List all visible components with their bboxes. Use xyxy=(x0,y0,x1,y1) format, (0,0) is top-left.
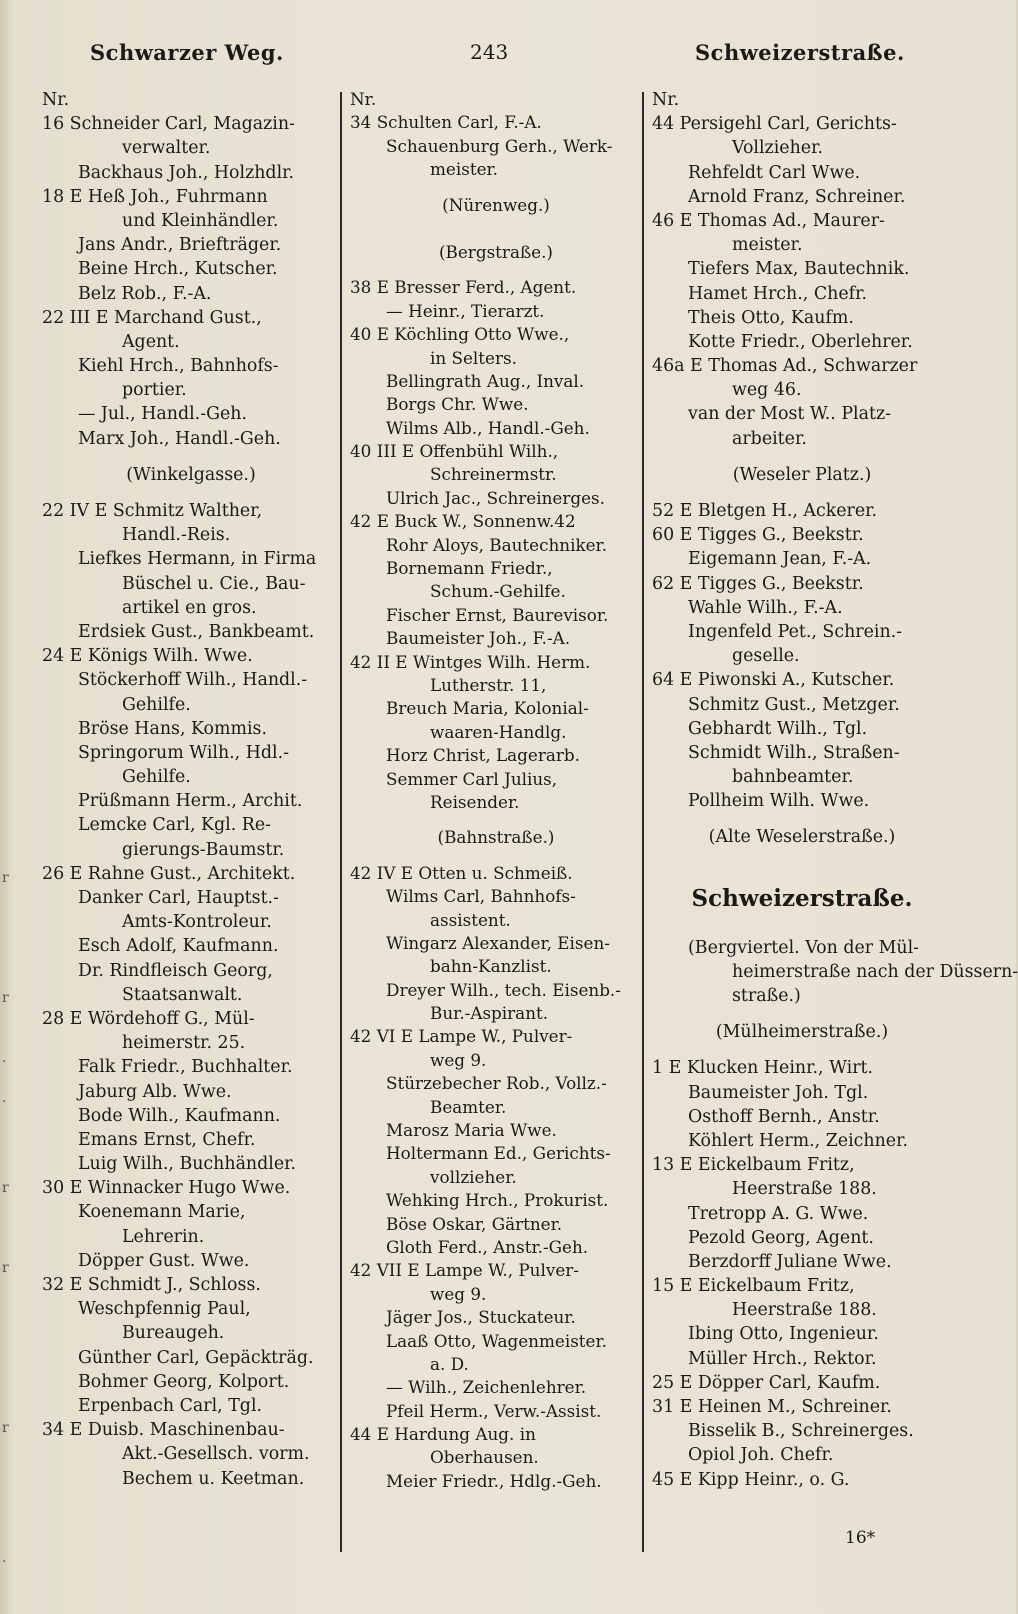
section-spacer xyxy=(350,264,642,276)
directory-entry-line: Pezold Georg, Agent. xyxy=(688,1227,874,1248)
running-head-left: Schwarzer Weg. xyxy=(90,40,284,65)
directory-entry-line: 22 III E Marchand Gust., xyxy=(42,307,262,328)
directory-entry-line: Lemcke Carl, Kgl. Re- xyxy=(78,815,272,836)
directory-entry-line: Amts-Kontroleur. xyxy=(122,912,272,933)
directory-entry-line: Beine Hrch., Kutscher. xyxy=(78,259,278,280)
directory-entry-line: — Wilh., Zeichenlehrer. xyxy=(386,1377,587,1398)
directory-entry-line: Backhaus Joh., Holzhdlr. xyxy=(78,162,295,183)
directory-entry-line: waaren-Handlg. xyxy=(430,721,567,742)
signature-mark: 16* xyxy=(845,1528,876,1548)
directory-entry-line: 46a E Thomas Ad., Schwarzer xyxy=(652,356,918,377)
directory-entry-line: bahnbeamter. xyxy=(732,767,854,788)
directory-entry-line: 13 E Eickelbaum Fritz, xyxy=(652,1155,855,1176)
directory-entry-line: verwalter. xyxy=(122,138,211,159)
section-heading: (Weseler Platz.) xyxy=(732,464,872,485)
directory-entry-line: Pfeil Herm., Verw.-Assist. xyxy=(386,1400,602,1421)
directory-entry-line: Hamet Hrch., Chefr. xyxy=(688,283,868,304)
directory-entry-line: Wilms Alb., Handl.-Geh. xyxy=(386,417,590,438)
directory-entry-line: Breuch Maria, Kolonial- xyxy=(386,698,589,719)
directory-entry-line: artikel en gros. xyxy=(122,597,257,618)
directory-entry-line: Bohmer Georg, Kolport. xyxy=(78,1371,290,1392)
directory-entry-line: Dr. Rindfleisch Georg, xyxy=(78,960,273,981)
directory-entry-line: Jans Andr., Briefträger. xyxy=(78,235,282,256)
directory-entry-line: Büschel u. Cie., Bau- xyxy=(122,573,306,594)
directory-entry-line: 45 E Kipp Heinr., o. G. xyxy=(652,1469,850,1490)
directory-entry-line: Horz Christ, Lagerarb. xyxy=(386,745,580,766)
directory-entry-line: Schmidt Wilh., Straßen- xyxy=(688,742,900,763)
section-spacer xyxy=(652,1008,952,1020)
directory-entry-line: Theis Otto, Kaufm. xyxy=(688,307,854,328)
directory-entry-line: Weschpfennig Paul, xyxy=(78,1299,251,1320)
directory-entry-line: Reisender. xyxy=(430,791,520,812)
section-spacer xyxy=(350,182,642,194)
directory-entry-line: Marx Joh., Handl.-Geh. xyxy=(78,428,281,449)
directory-entry-line: Danker Carl, Hauptst.- xyxy=(78,888,279,908)
directory-entry-line: Stürzebecher Rob., Vollz.- xyxy=(386,1073,607,1094)
directory-entry-line: Wahle Wilh., F.-A. xyxy=(688,597,843,618)
section-spacer xyxy=(652,924,952,936)
directory-entry-line: 38 E Bresser Ferd., Agent. xyxy=(350,277,577,298)
directory-entry-line: Prüßmann Herm., Archit. xyxy=(78,791,303,812)
directory-entry-line: Bechem u. Keetman. xyxy=(122,1468,305,1489)
directory-entry-line: Nr. xyxy=(652,90,680,110)
section-spacer xyxy=(350,814,642,826)
directory-entry-line: Jaburg Alb. Wwe. xyxy=(78,1081,232,1102)
directory-entry-line: Luig Wilh., Buchhändler. xyxy=(78,1154,297,1175)
directory-entry-line: 30 E Winnacker Hugo Wwe. xyxy=(42,1178,291,1199)
directory-entry-line: (Bergviertel. Von der Mül- xyxy=(688,937,920,958)
column-divider xyxy=(642,92,644,1552)
directory-entry-line: geselle. xyxy=(732,646,800,667)
directory-entry-line: Falk Friedr., Buchhalter. xyxy=(78,1057,293,1078)
section-spacer xyxy=(350,217,642,229)
directory-entry-line: 46 E Thomas Ad., Maurer- xyxy=(652,210,885,231)
margin-mark: r xyxy=(2,1180,9,1196)
directory-entry-line: Ibing Otto, Ingenieur. xyxy=(688,1324,879,1345)
directory-entry-line: 42 E Buck W., Sonnenw.42 xyxy=(350,511,576,532)
directory-entry-line: Pollheim Wilh. Wwe. xyxy=(688,791,870,812)
directory-entry-line: Baumeister Joh. Tgl. xyxy=(688,1082,869,1103)
directory-entry-line: Wingarz Alexander, Eisen- xyxy=(386,932,610,953)
directory-entry-line: Lehrerin. xyxy=(122,1226,205,1247)
directory-entry-line: 42 VI E Lampe W., Pulver- xyxy=(350,1026,573,1047)
directory-entry-line: Bur.-Aspirant. xyxy=(430,1003,549,1024)
directory-entry-line: Bröse Hans, Kommis. xyxy=(78,718,268,739)
directory-entry-line: Köhlert Herm., Zeichner. xyxy=(688,1130,909,1151)
section-spacer xyxy=(652,850,952,862)
directory-entry-line: Tretropp A. G. Wwe. xyxy=(688,1203,869,1224)
section-heading: (Bahnstraße.) xyxy=(437,827,555,848)
margin-mark: r xyxy=(2,990,9,1006)
directory-entry-line: 18 E Heß Joh., Fuhrmann xyxy=(42,186,268,207)
directory-entry-line: van der Most W.. Platz- xyxy=(688,404,891,425)
directory-entry-line: Liefkes Hermann, in Firma xyxy=(78,549,317,570)
section-spacer xyxy=(652,451,952,463)
directory-entry-line: 44 Persigehl Carl, Gerichts- xyxy=(652,114,897,135)
directory-entry-line: 62 E Tigges G., Beekstr. xyxy=(652,573,864,594)
directory-entry-line: 40 E Köchling Otto Wwe., xyxy=(350,324,570,345)
directory-entry-line: Oberhausen. xyxy=(430,1447,539,1468)
directory-entry-line: Nr. xyxy=(350,89,377,109)
directory-entry-line: Holtermann Ed., Gerichts- xyxy=(386,1143,611,1164)
directory-entry-line: Tiefers Max, Bautechnik. xyxy=(688,259,910,280)
directory-entry-line: vollzieher. xyxy=(430,1166,517,1187)
directory-entry-line: 1 E Klucken Heinr., Wirt. xyxy=(652,1058,874,1079)
directory-entry-line: Springorum Wilh., Hdl.- xyxy=(78,742,289,763)
directory-entry-line: 42 II E Wintges Wilh. Herm. xyxy=(350,651,591,672)
directory-entry-line: heimerstraße nach der Düssern- xyxy=(732,961,1018,982)
directory-entry-line: straße.) xyxy=(732,986,801,1006)
column-divider xyxy=(340,92,342,1552)
directory-entry-line: 16 Schneider Carl, Magazin- xyxy=(42,114,295,135)
directory-entry-line: Handl.-Reis. xyxy=(122,525,231,546)
section-spacer xyxy=(42,487,340,499)
directory-entry-line: Rehfeldt Carl Wwe. xyxy=(688,162,861,183)
directory-entry-line: arbeiter. xyxy=(732,428,807,449)
directory-entry-line: 60 E Tigges G., Beekstr. xyxy=(652,525,864,546)
directory-entry-line: Wehking Hrch., Prokurist. xyxy=(386,1190,609,1211)
margin-mark: r xyxy=(2,1260,9,1276)
directory-entry-line: Koenemann Marie, xyxy=(78,1202,246,1223)
directory-entry-line: 32 E Schmidt J., Schloss. xyxy=(42,1275,261,1295)
directory-entry-line: Bode Wilh., Kaufmann. xyxy=(78,1105,281,1126)
directory-entry-line: in Selters. xyxy=(430,347,517,368)
directory-entry-line: Laaß Otto, Wagenmeister. xyxy=(386,1330,607,1351)
directory-entry-line: Staatsanwalt. xyxy=(122,984,243,1005)
directory-entry-line: Nr. xyxy=(42,90,70,110)
directory-entry-line: 52 E Bletgen H., Ackerer. xyxy=(652,501,878,521)
directory-entry-line: weg 9. xyxy=(430,1049,487,1070)
directory-entry-line: Gebhardt Wilh., Tgl. xyxy=(688,718,868,739)
margin-mark: r xyxy=(2,870,9,886)
directory-entry-line: Agent. xyxy=(122,331,180,352)
directory-entry-line: Arnold Franz, Schreiner. xyxy=(688,186,906,207)
directory-entry-line: Rohr Aloys, Bautechniker. xyxy=(386,534,608,555)
directory-entry-line: — Jul., Handl.-Geh. xyxy=(78,404,247,425)
directory-entry-line: Müller Hrch., Rektor. xyxy=(688,1348,877,1369)
page-header xyxy=(0,40,1016,80)
section-spacer xyxy=(652,813,952,825)
directory-entry-line: Günther Carl, Gepäckträg. xyxy=(78,1347,314,1368)
directory-entry-line: meister. xyxy=(430,159,499,180)
directory-entry-line: Ulrich Jac., Schreinerges. xyxy=(386,487,605,508)
directory-entry-line: 42 VII E Lampe W., Pulver- xyxy=(350,1260,579,1281)
margin-mark: . xyxy=(2,1090,7,1106)
directory-entry-line: Kiehl Hrch., Bahnhofs- xyxy=(78,356,279,377)
directory-entry-line: 15 E Eickelbaum Fritz, xyxy=(652,1276,855,1297)
directory-entry-line: Bureaugeh. xyxy=(122,1323,225,1344)
directory-entry-line: Osthoff Bernh., Anstr. xyxy=(688,1106,880,1127)
directory-entry-line: bahn-Kanzlist. xyxy=(430,956,552,977)
directory-entry-line: Erpenbach Carl, Tgl. xyxy=(78,1395,263,1416)
directory-entry-line: Döpper Gust. Wwe. xyxy=(78,1250,250,1271)
section-heading: (Nürenweg.) xyxy=(442,194,550,215)
directory-entry-line: Lutherstr. 11, xyxy=(430,674,547,695)
directory-entry-line: Bisselik B., Schreinerges. xyxy=(688,1421,914,1442)
directory-entry-line: Berzdorff Juliane Wwe. xyxy=(688,1251,892,1272)
section-spacer xyxy=(652,487,952,499)
directory-entry-line: 42 IV E Otten u. Schmeiß. xyxy=(350,862,573,883)
directory-entry-line: Gehilfe. xyxy=(122,767,191,788)
directory-entry-line: Gehilfe. xyxy=(122,694,191,715)
directory-entry-line: Heerstraße 188. xyxy=(732,1300,877,1321)
directory-entry-line: Beamter. xyxy=(430,1096,507,1117)
directory-entry-line: Jäger Jos., Stuckateur. xyxy=(386,1307,576,1328)
section-heading: (Bergstraße.) xyxy=(439,241,553,262)
directory-entry-line: Schmitz Gust., Metzger. xyxy=(688,694,900,715)
directory-entry-line: Bellingrath Aug., Inval. xyxy=(386,370,585,391)
section-spacer xyxy=(652,1044,952,1056)
directory-entry-line: Schreinermstr. xyxy=(430,464,557,485)
directory-entry-line: weg 46. xyxy=(732,380,802,401)
directory-entry-line: assistent. xyxy=(430,909,511,930)
directory-entry-line: 34 Schulten Carl, F.-A. xyxy=(350,112,542,133)
directory-entry-line: und Kleinhändler. xyxy=(122,210,279,231)
margin-mark: r xyxy=(2,1420,9,1436)
directory-entry-line: meister. xyxy=(732,235,803,256)
section-heading: (Mülheimerstraße.) xyxy=(715,1022,889,1043)
directory-entry-line: Eigemann Jean, F.-A. xyxy=(688,549,872,570)
directory-entry-line: Schauenburg Gerh., Werk- xyxy=(386,135,613,156)
margin-mark: . xyxy=(2,1550,7,1566)
directory-entry-line: 31 E Heinen M., Schreiner. xyxy=(652,1397,892,1417)
section-spacer xyxy=(652,862,952,874)
directory-entry-line: 22 IV E Schmitz Walther, xyxy=(42,501,263,521)
directory-entry-line: Vollzieher. xyxy=(732,138,823,159)
directory-entry-line: weg 9. xyxy=(430,1283,487,1304)
section-heading: Schweizerstraße. xyxy=(691,884,913,912)
margin-mark: . xyxy=(2,1050,7,1066)
directory-entry-line: Esch Adolf, Kaufmann. xyxy=(78,936,279,957)
section-heading: (Winkelgasse.) xyxy=(126,464,256,485)
column-2 xyxy=(350,88,642,1493)
directory-entry-line: Akt.-Gesellsch. vorm. xyxy=(122,1444,310,1465)
directory-entry-line: 24 E Königs Wilh. Wwe. xyxy=(42,646,253,667)
directory-entry-line: 44 E Hardung Aug. in xyxy=(350,1424,536,1445)
directory-entry-line: 26 E Rahne Gust., Architekt. xyxy=(42,863,296,884)
directory-entry-line: Semmer Carl Julius, xyxy=(386,768,558,789)
directory-entry-line: Schum.-Gehilfe. xyxy=(430,581,566,602)
directory-entry-line: Belz Rob., F.-A. xyxy=(78,283,212,304)
directory-entry-line: Marosz Maria Wwe. xyxy=(386,1120,557,1141)
directory-entry-line: Gloth Ferd., Anstr.-Geh. xyxy=(386,1236,589,1257)
directory-entry-line: Emans Ernst, Chefr. xyxy=(78,1129,256,1150)
directory-entry-line: heimerstr. 25. xyxy=(122,1033,246,1054)
directory-entry-line: 34 E Duisb. Maschinenbau- xyxy=(42,1420,285,1441)
directory-entry-line: Opiol Joh. Chefr. xyxy=(688,1445,834,1466)
directory-entry-line: 25 E Döpper Carl, Kaufm. xyxy=(652,1372,881,1393)
directory-entry-line: Bornemann Friedr., xyxy=(386,558,553,579)
directory-entry-line: Kotte Friedr., Oberlehrer. xyxy=(688,331,913,352)
directory-entry-line: 64 E Piwonski A., Kutscher. xyxy=(652,670,895,691)
running-head-right: Schweizerstraße. xyxy=(695,40,905,65)
directory-entry-line: gierungs-Baumstr. xyxy=(122,839,285,860)
directory-entry-line: Böse Oskar, Gärtner. xyxy=(386,1213,563,1234)
directory-entry-line: Erdsiek Gust., Bankbeamt. xyxy=(78,621,315,642)
directory-entry-line: Borgs Chr. Wwe. xyxy=(386,394,529,415)
directory-entry-line: a. D. xyxy=(430,1353,469,1374)
directory-entry-line: 28 E Wördehoff G., Mül- xyxy=(42,1008,255,1029)
directory-entry-line: Wilms Carl, Bahnhofs- xyxy=(386,886,576,907)
directory-entry-line: Meier Friedr., Hdlg.-Geh. xyxy=(386,1470,602,1491)
page-number: 243 xyxy=(470,40,509,64)
column-3 xyxy=(652,88,1018,1492)
section-spacer xyxy=(350,229,642,241)
directory-entry-line: Ingenfeld Pet., Schrein.- xyxy=(688,621,903,642)
directory-entry-line: portier. xyxy=(122,380,187,401)
section-spacer xyxy=(42,451,340,463)
directory-entry-line: Dreyer Wilh., tech. Eisenb.- xyxy=(386,979,621,1000)
section-spacer xyxy=(350,850,642,862)
directory-entry-line: Baumeister Joh., F.-A. xyxy=(386,628,571,649)
directory-entry-line: Fischer Ernst, Baurevisor. xyxy=(386,604,609,625)
directory-entry-line: 40 III E Offenbühl Wilh., xyxy=(350,441,559,462)
column-1 xyxy=(42,88,340,1491)
section-heading: (Alte Weselerstraße.) xyxy=(708,827,896,848)
directory-entry-line: — Heinr., Tierarzt. xyxy=(386,300,545,321)
directory-entry-line: Stöckerhoff Wilh., Handl.- xyxy=(78,670,308,691)
directory-entry-line: Heerstraße 188. xyxy=(732,1179,877,1200)
